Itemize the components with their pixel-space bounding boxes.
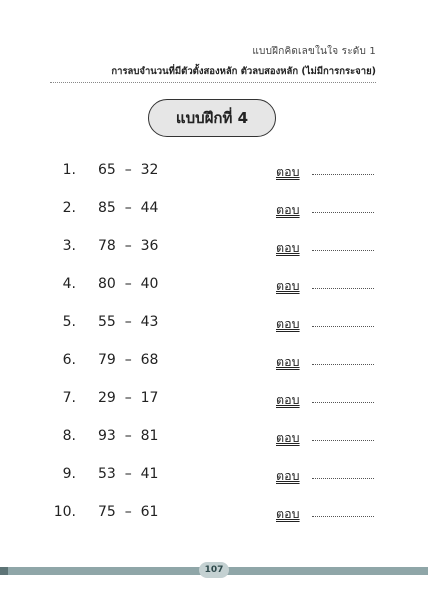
answer-label: ตอบ bbox=[276, 278, 300, 293]
problem-expression: 93 – 81 bbox=[98, 428, 159, 444]
answer-label: ตอบ bbox=[276, 506, 300, 521]
answer-label: ตอบ bbox=[276, 430, 300, 445]
answer-blank[interactable] bbox=[312, 364, 374, 365]
problem-row bbox=[0, 466, 428, 490]
answer-label: ตอบ bbox=[276, 164, 300, 179]
problem-expression: 85 – 44 bbox=[98, 200, 159, 216]
problem-number: 5. bbox=[62, 314, 76, 330]
problem-expression: 80 – 40 bbox=[98, 276, 159, 292]
problem-row bbox=[0, 162, 428, 186]
problem-row bbox=[0, 276, 428, 300]
problem-row bbox=[0, 314, 428, 338]
problem-number: 3. bbox=[62, 238, 76, 254]
answer-blank[interactable] bbox=[312, 288, 374, 289]
answer-blank[interactable] bbox=[312, 250, 374, 251]
answer-label: ตอบ bbox=[276, 468, 300, 483]
problem-number: 10. bbox=[53, 504, 76, 520]
problem-row bbox=[0, 504, 428, 528]
problem-expression: 75 – 61 bbox=[98, 504, 159, 520]
problem-row bbox=[0, 200, 428, 224]
footer-bar-accent bbox=[0, 567, 8, 575]
answer-blank[interactable] bbox=[312, 440, 374, 441]
problem-number: 6. bbox=[62, 352, 76, 368]
exercise-title: แบบฝึกที่ 4 bbox=[148, 99, 276, 137]
problem-number: 9. bbox=[62, 466, 76, 482]
problem-expression: 55 – 43 bbox=[98, 314, 159, 330]
problem-number: 8. bbox=[62, 428, 76, 444]
problem-number: 7. bbox=[62, 390, 76, 406]
problem-number: 1. bbox=[62, 162, 76, 178]
answer-label: ตอบ bbox=[276, 240, 300, 255]
answer-label: ตอบ bbox=[276, 202, 300, 217]
problem-row bbox=[0, 390, 428, 414]
answer-blank[interactable] bbox=[312, 174, 374, 175]
header-subtitle: การลบจำนวนที่มีตัวตั้งสองหลัก ตัวลบสองหลัก (ไม่มีการกระจาย) bbox=[111, 66, 376, 77]
answer-blank[interactable] bbox=[312, 212, 374, 213]
problem-row bbox=[0, 238, 428, 262]
dotted-divider bbox=[50, 82, 376, 83]
answer-blank[interactable] bbox=[312, 326, 374, 327]
answer-label: ตอบ bbox=[276, 316, 300, 331]
problem-number: 4. bbox=[62, 276, 76, 292]
answer-blank[interactable] bbox=[312, 516, 374, 517]
problem-expression: 65 – 32 bbox=[98, 162, 159, 178]
page-number: 107 bbox=[199, 562, 229, 578]
problem-number: 2. bbox=[62, 200, 76, 216]
header-title: แบบฝึกคิดเลขในใจ ระดับ 1 bbox=[252, 46, 376, 57]
problem-expression: 79 – 68 bbox=[98, 352, 159, 368]
problem-expression: 29 – 17 bbox=[98, 390, 159, 406]
problem-row bbox=[0, 352, 428, 376]
answer-label: ตอบ bbox=[276, 354, 300, 369]
answer-blank[interactable] bbox=[312, 402, 374, 403]
problem-expression: 53 – 41 bbox=[98, 466, 159, 482]
problem-row bbox=[0, 428, 428, 452]
answer-blank[interactable] bbox=[312, 478, 374, 479]
problem-expression: 78 – 36 bbox=[98, 238, 159, 254]
answer-label: ตอบ bbox=[276, 392, 300, 407]
